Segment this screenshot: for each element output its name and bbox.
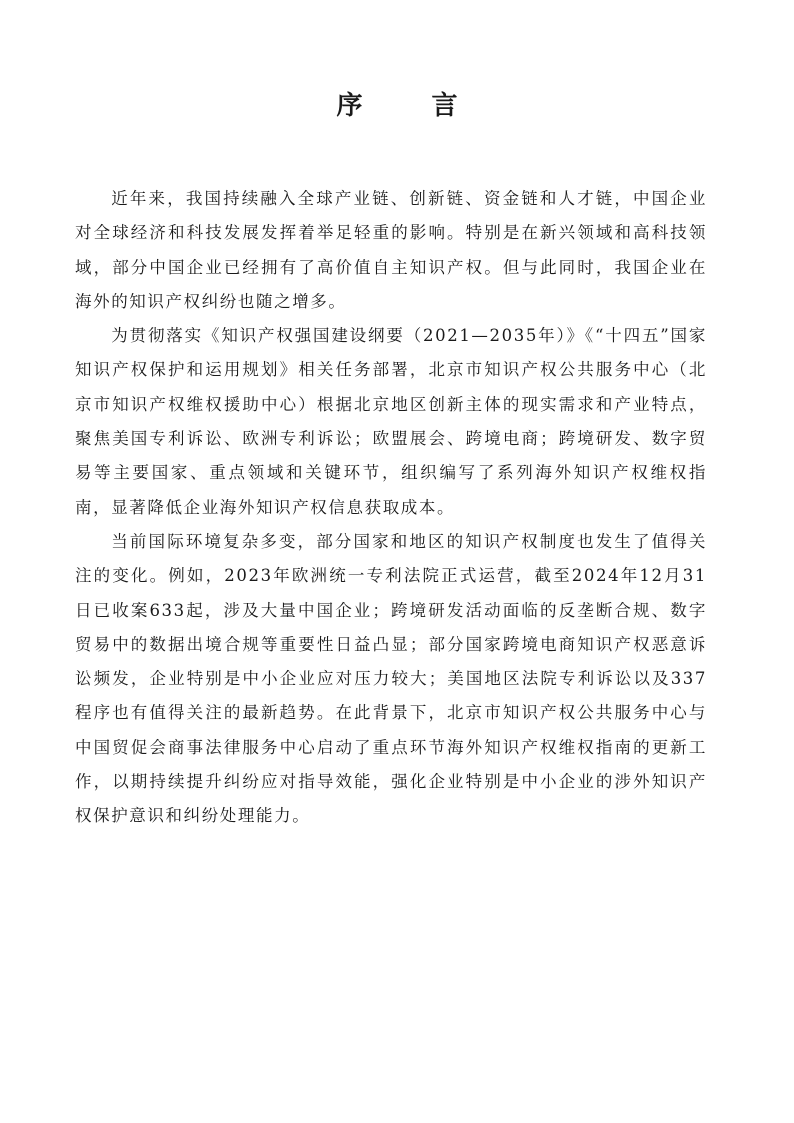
paragraph-2: 为贯彻落实《知识产权强国建设纲要（2021—2035年）》《“十四五”国家知识产权保护和运用规划》相关任务部署，北京市知识产权公共服务中心（北京市知识产权维权援助中心）根据北京地区创新主体的现实需求和产业特点，聚焦美国专利诉讼、欧洲专利诉讼；欧盟展会、跨境电商；跨境研发、数字贸易等主要国家、重点领域和关键环节，组织编写了系列海外知识产权维权指南，显著降低企业海外知识产权信息获取成本。 <box>75 326 707 517</box>
paragraph-1: 近年来，我国持续融入全球产业链、创新链、资金链和人才链，中国企业对全球经济和科技发展发挥着举足轻重的影响。特别是在新兴领域和高科技领域，部分中国企业已经拥有了高价值自主知识产权。但与此同时，我国企业在海外的知识产权纠纷也随之增多。 <box>75 189 707 311</box>
preface-body <box>75 182 707 834</box>
page-title: 序 言 <box>336 91 488 121</box>
paragraph-3: 当前国际环境复杂多变，部分国家和地区的知识产权制度也发生了值得关注的变化。例如，2023年欧洲统一专利法院正式运营，截至2024年12月31日已收案633起，涉及大量中国企业；跨境研发活动面临的反垄断合规、数字贸易中的数据出境合规等重要性日益凸显；部分国家跨境电商知识产权恶意诉讼频发，企业特别是中小企业应对压力较大；美国地区法院专利诉讼以及337程序也有值得关注的最新趋势。在此背景下，北京市知识产权公共服务中心与中国贸促会商事法律服务中心启动了重点环节海外知识产权维权指南的更新工作，以期持续提升纠纷应对指导效能，强化企业特别是中小企业的涉外知识产权保护意识和纠纷处理能力。 <box>75 531 707 826</box>
